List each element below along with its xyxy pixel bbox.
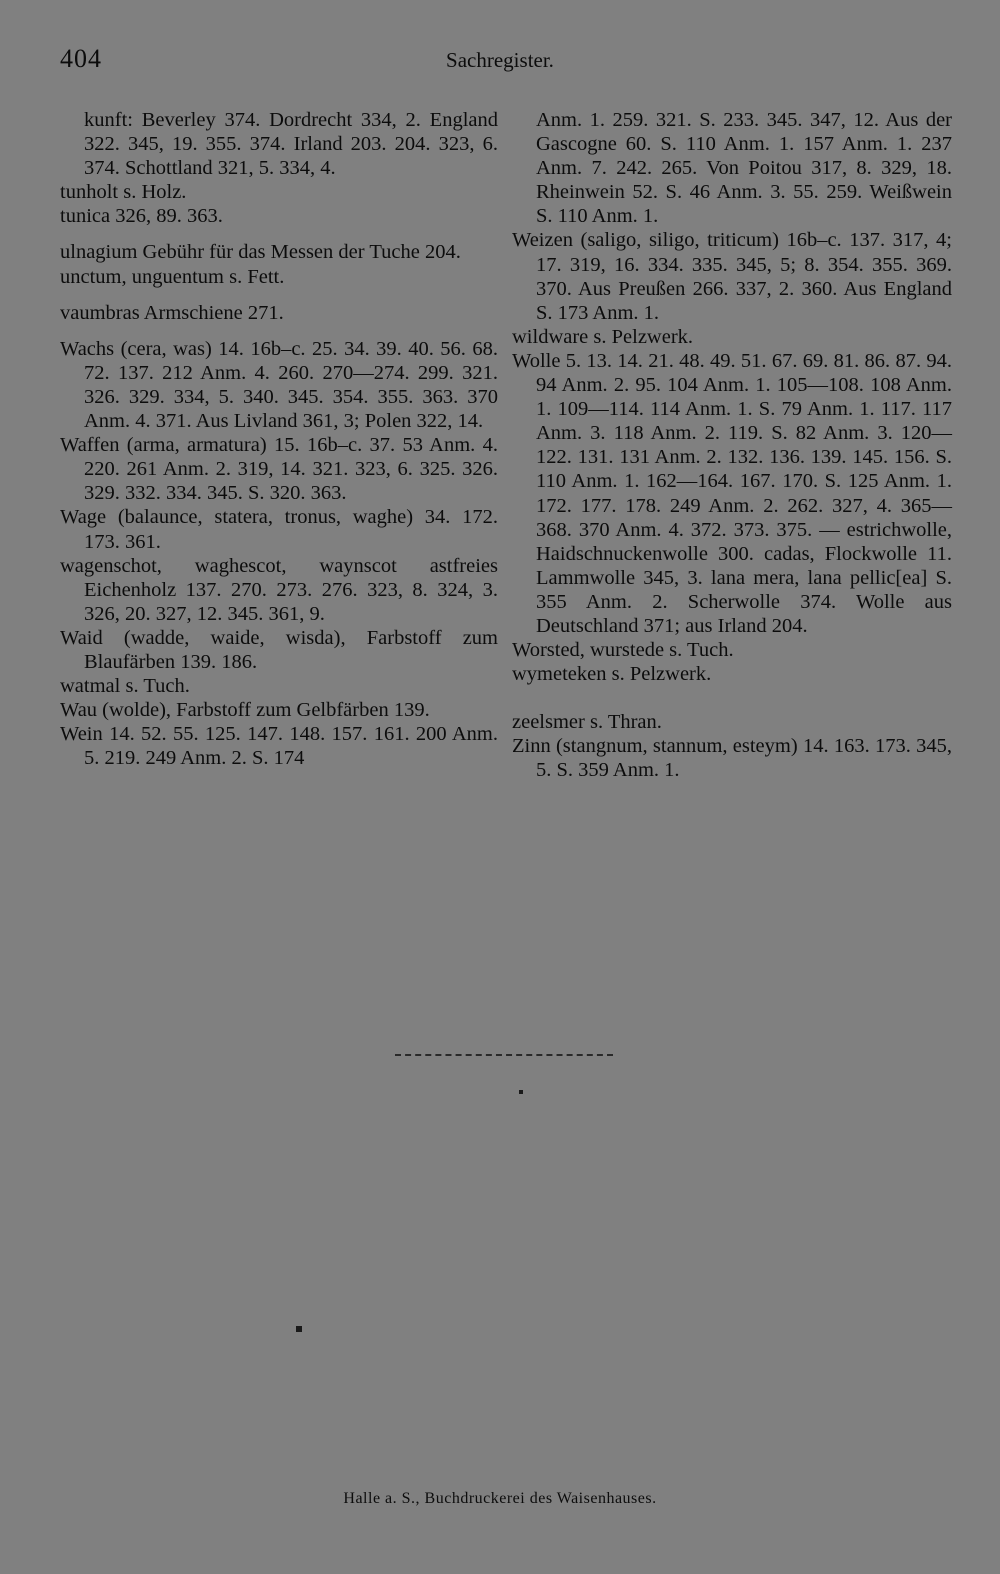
- index-entry: Wein 14. 52. 55. 125. 147. 148. 157. 161. 200 Anm. 5. 219. 249 Anm. 2. S. 174: [60, 723, 498, 770]
- index-entry: Wachs (cera, was) 14. 16b–c. 25. 34. 39. 40. 56. 68. 72. 137. 212 Anm. 4. 260. 270—274. 299. 321. 326. 329. 334, 5. 340. 345. 354. 355. 363. 370 Anm. 4. 371. Aus Livland 361, 3; Polen 322, 14.: [60, 337, 498, 433]
- index-entry: wildware s. Pelzwerk.: [512, 325, 694, 348]
- index-entry: Weizen (saligo, siligo, triticum) 16b–c. 137. 317, 4; 17. 319, 16. 334. 335. 345, 5; 8. 354. 355. 369. 370. Aus Preußen 266. 337, 2. 360. Aus England S. 173 Anm. 1.: [512, 229, 952, 324]
- printer-imprint: Halle a. S., Buchdruckerei des Waisenhauses.: [343, 1490, 657, 1507]
- print-speck: [296, 1326, 302, 1332]
- index-entry: tunholt s. Holz.: [60, 181, 187, 204]
- left-column: [60, 108, 498, 770]
- index-entry: unctum, unguentum s. Fett.: [60, 265, 285, 288]
- index-entry: watmal s. Tuch.: [60, 675, 190, 698]
- index-entry: ulnagium Gebühr für das Messen der Tuche 204.: [60, 241, 461, 264]
- index-entry: Wau (wolde), Farbstoff zum Gelbfärben 139.: [60, 699, 430, 722]
- running-head: Sachregister.: [446, 48, 554, 72]
- index-entry: wymeteken s. Pelzwerk.: [512, 663, 712, 686]
- index-entry: Wage (balaunce, statera, tronus, waghe) 34. 172. 173. 361.: [60, 506, 498, 553]
- print-speck: [519, 1090, 523, 1094]
- index-entry: kunft: Beverley 374. Dordrecht 334, 2. England 322. 345, 19. 355. 374. Irland 203. 204. 323, 6. 374. Schottland 321, 5. 334, 4.: [84, 109, 498, 180]
- index-entry: vaumbras Armschiene 271.: [60, 301, 284, 324]
- index-entry: Worsted, wurstede s. Tuch.: [512, 639, 734, 662]
- index-entry: wagenschot, waghescot, waynscot astfreies Eichenholz 137. 270. 273. 276. 323, 8. 324, 3. 326, 20. 327, 12. 345. 361, 9.: [60, 554, 498, 625]
- index-entry: Anm. 1. 259. 321. S. 233. 345. 347, 12. Aus der Gascogne 60. S. 110 Anm. 1. 157 Anm. 1. 237 Anm. 7. 242. 265. Von Poitou 317, 8. 329, 18. Rheinwein 52. S. 46 Anm. 3. 55. 259. Weißwein S. 110 Anm. 1.: [536, 109, 952, 228]
- index-entry: tunica 326, 89. 363.: [60, 205, 223, 228]
- index-entry: Waid (wadde, waide, wisda), Farbstoff zum Blaufärben 139. 186.: [60, 626, 498, 673]
- section-divider: [395, 1054, 613, 1056]
- right-column: [512, 108, 952, 783]
- index-entry: Wolle 5. 13. 14. 21. 48. 49. 51. 67. 69. 81. 86. 87. 94. 94 Anm. 2. 95. 104 Anm. 1. 105—108. 108 Anm. 1. 109—114. 114 Anm. 1. S. 79 Anm. 1. 117. 117 Anm. 3. 118 Anm. 2. 119. S. 82 Anm. 3. 120—122. 131. 131 Anm. 2. 132. 136. 139. 145. 156. S. 110 Anm. 1. 162—164. 167. 170. S. 125 Anm. 1. 172. 177. 178. 249 Anm. 2. 262. 327, 4. 365—368. 370 Anm. 4. 372. 373. 375. — estrichwolle, Haidschnuckenwolle 300. cadas, Flockwolle 11. Lammwolle 345, 3. lana mera, lana pellic[ea] S. 355 Anm. 2. Scherwolle 374. Wolle aus Deutschland 371; aus Irland 204.: [512, 349, 952, 637]
- page-number: 404: [60, 44, 102, 73]
- index-entry: Zinn (stangnum, stannum, esteym) 14. 163. 173. 345, 5. S. 359 Anm. 1.: [512, 735, 952, 782]
- index-entry: zeelsmer s. Thran.: [512, 711, 662, 734]
- index-entry: Waffen (arma, armatura) 15. 16b–c. 37. 53 Anm. 4. 220. 261 Anm. 2. 319, 14. 321. 323, 6. 325. 326. 329. 332. 334. 345. S. 320. 363.: [60, 434, 498, 505]
